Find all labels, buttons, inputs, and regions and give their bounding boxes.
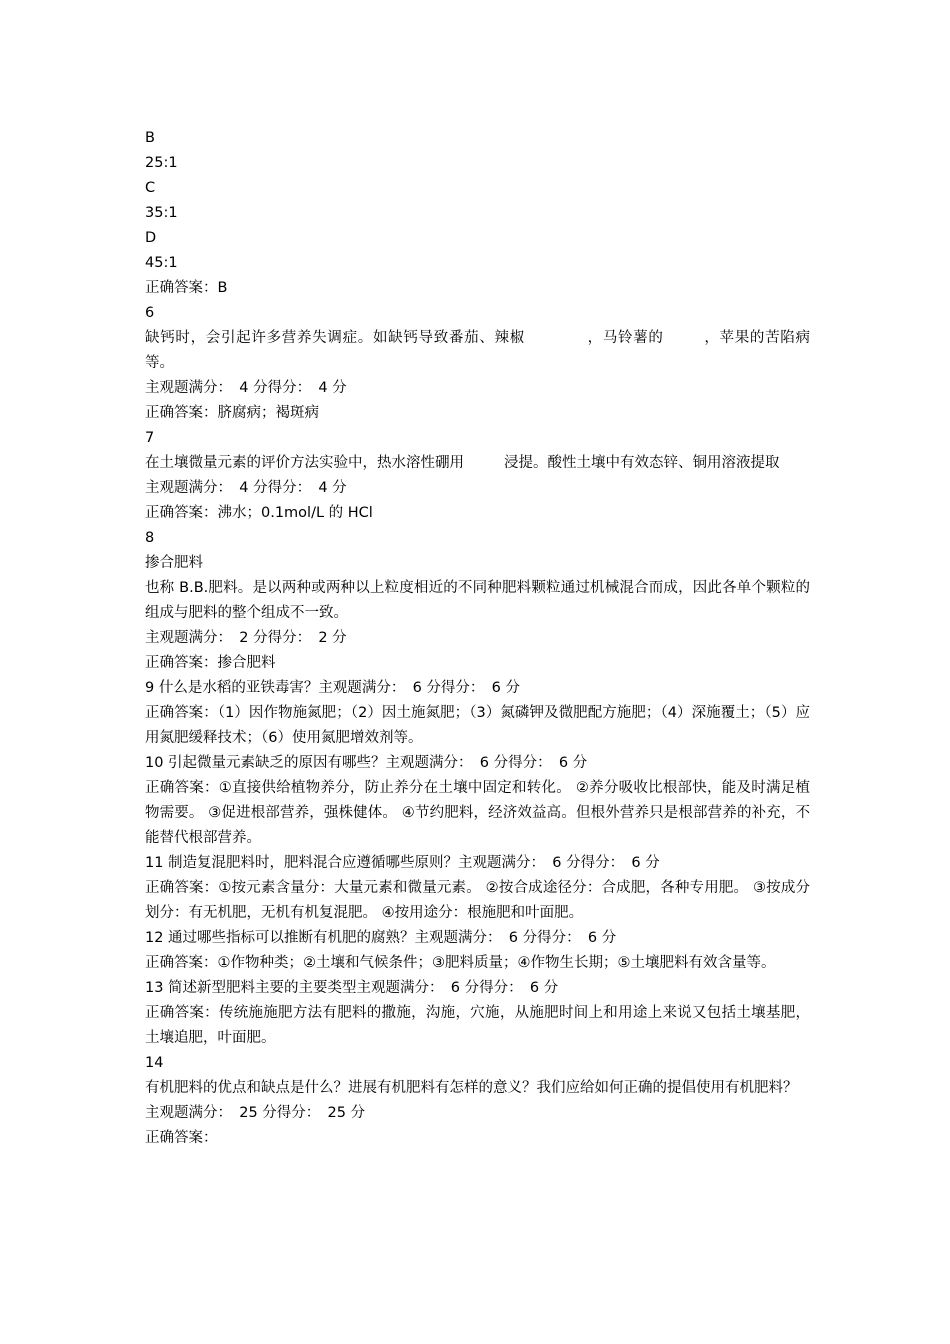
correct-answer: 正确答案：脐腐病；褐斑病 [145,405,319,421]
correct-answer: 正确答案：（1）因作物施氮肥；（2）因土施氮肥；（3）氮磷钾及微肥配方施肥；（4）深施覆土；（5）应用氮肥缓释技术；（6）使用氮肥增效剂等。 [145,705,810,746]
correct-answer: 正确答案：①按元素含量分：大量元素和微量元素。 ②按合成途径分：合成肥，各种专用肥。 ③按成分划分：有无机肥，无机有机复混肥。 ④按用途分：根施肥和叶面肥。 [145,880,810,921]
question-text-part: 缺钙时，会引起许多营养失调症。如缺钙导致番茄、辣椒 [145,330,525,346]
question-number: 14 [145,1055,164,1071]
question-text: 也称 B.B.肥料。是以两种或两种以上粒度相近的不同种肥料颗粒通过机械混合而成，因此各单个颗粒的组成与肥料的整个组成不一致。 [145,580,810,621]
question-number: 6 [145,305,155,321]
score-line: 主观题满分： 4 分得分： 4 分 [145,480,347,496]
question-text-part: ，马铃薯的 [586,330,664,346]
question-text [145,451,810,476]
question-line: 11 制造复混肥料时，肥料混合应遵循哪些原则？主观题满分： 6 分得分： 6 分 [145,855,660,871]
question-line: 9 什么是水稻的亚铁毒害？主观题满分： 6 分得分： 6 分 [145,680,521,696]
question-text [145,326,810,376]
score-line: 主观题满分： 2 分得分： 2 分 [145,630,347,646]
option-letter: D [145,230,157,246]
correct-answer: 正确答案：掺合肥料 [145,655,276,671]
question-title: 掺合肥料 [145,555,203,571]
question-number: 8 [145,530,155,546]
correct-answer: 正确答案：①直接供给植物养分，防止养分在土壤中固定和转化。 ②养分吸收比根部快，能及时满足植物需要。 ③促进根部营养，强株健体。 ④节约肥料，经济效益高。但根外营养只是根部营养的补充，不能替代根部营养。 [145,780,810,846]
question-text: 有机肥料的优点和缺点是什么？进展有机肥料有怎样的意义？我们应给如何正确的提倡使用有机肥料？ [145,1080,798,1096]
correct-answer: 正确答案：传统施施肥方法有肥料的撒施，沟施，穴施，从施肥时间上和用途上来说又包括土壤基肥，土壤追肥，叶面肥。 [145,1005,810,1046]
document-body [145,126,810,1151]
option-value: 35:1 [145,205,178,221]
option-value: 25:1 [145,155,178,171]
correct-answer: 正确答案：沸水；0.1mol/L 的 HCl [145,505,373,521]
option-letter: B [145,130,155,146]
score-line: 主观题满分： 25 分得分： 25 分 [145,1105,366,1121]
correct-answer: 正确答案：B [145,280,228,296]
question-text-part: 浸提。酸性土壤中有效态锌、铜用溶液提取 [504,455,780,471]
correct-answer: 正确答案： [145,1130,218,1146]
score-line: 主观题满分： 4 分得分： 4 分 [145,380,347,396]
question-line: 12 通过哪些指标可以推断有机肥的腐熟？主观题满分： 6 分得分： 6 分 [145,930,617,946]
question-line: 13 简述新型肥料主要的主要类型主观题满分： 6 分得分： 6 分 [145,980,559,996]
option-value: 45:1 [145,255,178,271]
question-text-part: ，苹果的苦陷病等。 [145,330,811,371]
correct-answer: 正确答案：①作物种类；②土壤和气候条件；③肥料质量；④作物生长期；⑤土壤肥料有效含量等。 [145,955,776,971]
question-line: 10 引起微量元素缺乏的原因有哪些？主观题满分： 6 分得分： 6 分 [145,755,588,771]
question-number: 7 [145,430,155,446]
option-letter: C [145,180,156,196]
question-text-part: 在土壤微量元素的评价方法实验中，热水溶性硼用 [145,455,464,471]
